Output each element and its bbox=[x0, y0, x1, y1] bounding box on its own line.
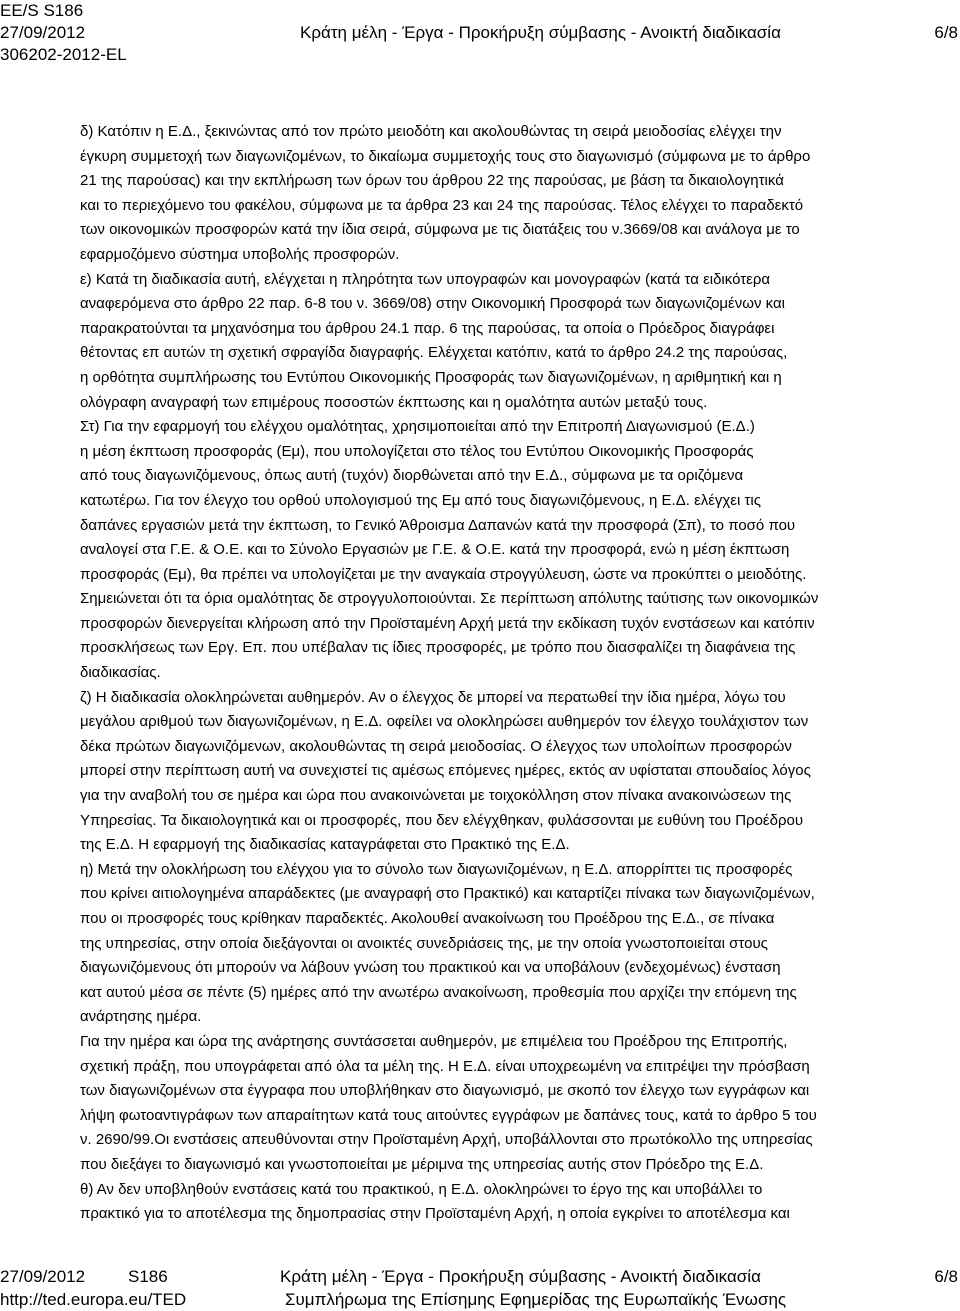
body-line: προσκλήσεως των Εργ. Επ. που υπέβαλαν τις ίδιες προσφορές, με τρόπο που διασφαλίζει τη διαφάνεια της bbox=[80, 639, 796, 657]
body-line: 21 της παρούσας) και την εκπλήρωση των όρων του άρθρου 22 της παρούσας, με βάση τα δικαιολογητικά bbox=[80, 172, 784, 190]
body-line: και το περιεχόμενο του φακέλου, σύμφωνα με τα άρθρα 23 και 24 της παρούσας. Τέλος ελέγχει το παραδεκτό bbox=[80, 196, 804, 214]
body-line: ζ) Η διαδικασία ολοκληρώνεται αυθημερόν. Αν ο έλεγχος δε μπορεί να περατωθεί την ίδια ημέρα, λόγω του bbox=[80, 688, 786, 706]
body-line: η) Μετά την ολοκλήρωση του ελέγχου για το σύνολο των διαγωνιζομένων, η Ε.Δ. απορρίπτει τις προσφορές bbox=[80, 860, 793, 878]
body-line: της Ε.Δ. Η εφαρμογή της διαδικασίας καταγράφεται στο Πρακτικό της Ε.Δ. bbox=[80, 836, 570, 854]
header-code: EE/S S186 bbox=[0, 1, 84, 20]
body-line: διαγωνιζόμενους ότι μπορούν να λάβουν γνώση του πρακτικού και να υποβάλουν (ενδεχομένως) ένσταση bbox=[80, 959, 781, 977]
body-line: ολόγραφη αναγραφή των επιμέρους ποσοστών έκπτωσης και η ομαλότητα αυτών μεταξύ τους. bbox=[80, 393, 708, 411]
body-line: της υπηρεσίας, στην οποία διεξάγονται οι ανοικτές συνεδριάσεις της, με την οποία γνωστοποιείται στους bbox=[80, 934, 768, 952]
body-line: μεγάλου αριθμού των διαγωνιζομένων, η Ε.Δ. οφείλει να ολοκληρώσει αυθημερόν τον έλεγχο τουλάχιστον των bbox=[80, 713, 809, 731]
body-line: αναφερόμενα στο άρθρο 22 παρ. 6-8 του ν. 3669/08) στην Οικονομική Προσφορά των διαγωνιζομένων και bbox=[80, 295, 785, 313]
footer-date: 27/09/2012 bbox=[0, 1267, 86, 1286]
body-line: παρακρατούνται τα μηχανόσημα του άρθρου 24.1 παρ. 6 της παρούσας, τα οποία ο Πρόεδρος διαγράφει bbox=[80, 319, 775, 337]
body-line: κατωτέρω. Για τον έλεγχο του ορθού υπολογισμού της Εμ από τους διαγωνιζόμενους, η Ε.Δ. ελέγχει τις bbox=[80, 491, 761, 509]
footer-url: http://ted.europa.eu/TED bbox=[0, 1290, 187, 1309]
body-line: θ) Αν δεν υποβληθούν ενστάσεις κατά του πρακτικού, η Ε.Δ. ολοκληρώνει το έργο της και υποβάλλει το bbox=[80, 1180, 763, 1198]
body-line: πρακτικό για το αποτέλεσμα της δημοπρασίας στην Προϊσταμένη Αρχή, η οποία εγκρίνει το αποτέλεσμα και bbox=[80, 1205, 790, 1223]
body-line: που διεξάγει το διαγωνισμό και γνωστοποιείται με μέριμνα της υπηρεσίας αυτής στον Πρόεδρο της Ε.Δ. bbox=[80, 1155, 764, 1173]
body-line: θέτοντας επ αυτών τη σχετική σφραγίδα διαγραφής. Ελέγχεται κατόπιν, κατά το άρθρο 24.2 της παρούσας, bbox=[80, 344, 788, 362]
header-date: 27/09/2012 bbox=[0, 23, 86, 42]
body-line: κατ αυτού μέσα σε πέντε (5) ημέρες από την ανωτέρω ανακοίνωση, προθεσμία που αρχίζει την επόμενη της bbox=[80, 983, 797, 1001]
body-line: λήψη φωτοαντιγράφων των απαραίτητων κατά τους αιτούντες εγγράφων με δαπάνες τους, κατά το άρθρο 5 του bbox=[80, 1106, 817, 1124]
body-line: αναλογεί στα Γ.Ε. & Ο.Ε. και το Σύνολο Εργασιών με Γ.Ε. & Ο.Ε. κατά την προσφορά, ενώ η μέση έκπτωση bbox=[80, 541, 790, 559]
body-line: Για την ημέρα και ώρα της ανάρτησης συντάσσεται αυθημερόν, με επιμέλεια του Προέδρου της Επιτροπής, bbox=[80, 1032, 788, 1050]
body-line: των οικονομικών προσφορών κατά την ίδια σειρά, σύμφωνα με τις διατάξεις του ν.3669/08 και ανάλογα με το bbox=[80, 221, 800, 239]
body-line: προσφορών διενεργείται κλήρωση από την Προϊσταμένη Αρχή μετά την εκδίκαση τυχόν ενστάσεων και κατόπιν bbox=[80, 614, 815, 632]
header-ref: 306202-2012-EL bbox=[0, 45, 127, 64]
body-line: η ορθότητα συμπλήρωσης του Εντύπου Οικονομικής Προσφοράς των διαγωνιζομένων, η αριθμητική και η bbox=[80, 368, 782, 386]
body-line: εφαρμοζόμενο σύστημα υποβολής προσφορών. bbox=[80, 245, 400, 263]
body-line: ανάρτησης ημέρα. bbox=[80, 1008, 202, 1026]
header-page: 6/8 bbox=[934, 23, 958, 42]
body-line: μπορεί στην περίπτωση αυτή να συνεχιστεί τις αμέσως επόμενες ημέρες, εκτός αν υφίσταται σπουδαίος λόγος bbox=[80, 762, 811, 780]
footer-title: Κράτη μέλη - Έργα - Προκήρυξη σύμβασης - Ανοικτή διαδικασία bbox=[280, 1267, 761, 1286]
body-line: Στ) Για την εφαρμογή του ελέγχου ομαλότητας, χρησιμοποιείται από την Επιτροπή Διαγωνισμού (Ε.Δ.) bbox=[80, 418, 755, 436]
body-line: σχετική πράξη, που υπογράφεται από όλα τα μέλη της. Η Ε.Δ. είναι υποχρεωμένη να επιτρέψει την πρόσβαση bbox=[80, 1057, 810, 1075]
footer-code: S186 bbox=[128, 1267, 168, 1286]
body-line: ε) Κατά τη διαδικασία αυτή, ελέγχεται η πληρότητα των υπογραφών και μονογραφών (κατά τα ειδικότερα bbox=[80, 270, 771, 288]
header-title: Κράτη μέλη - Έργα - Προκήρυξη σύμβασης - Ανοικτή διαδικασία bbox=[300, 23, 781, 42]
body-line: που κρίνει αιτιολογημένα απαράδεκτες (με αναγραφή στο Πρακτικό) και καταρτίζει πίνακα των διαγωνιζομένων, bbox=[80, 885, 815, 903]
body-line: που οι προσφορές τους κρίθηκαν παραδεκτές. Ακολουθεί ανακοίνωση του Προέδρου της Ε.Δ., σε πίνακα bbox=[80, 910, 775, 927]
body-line: Σημειώνεται ότι τα όρια ομαλότητας δε στρογγυλοποιούνται. Σε περίπτωση απόλυτης ταύτισης των οικονομικών bbox=[80, 590, 819, 608]
footer-subtitle: Συμπλήρωμα της Επίσημης Εφημερίδας της Ευρωπαϊκής Ένωσης bbox=[285, 1290, 787, 1309]
body-line: για την αναβολή του σε ημέρα και ώρα που ανακοινώνεται με τοιχοκόλληση στον πίνακα ανακοινώσεων της bbox=[80, 787, 792, 805]
body-line: δ) Κατόπιν η Ε.Δ., ξεκινώντας από τον πρώτο μειοδότη και ακολουθώντας τη σειρά μειοδοσίας ελέγχει την bbox=[80, 123, 782, 140]
body-line: ν. 2690/99.Οι ενστάσεις απευθύνονται στην Προϊσταμένη Αρχή, υποβάλλονται στο πρωτόκολλο της υπηρεσίας bbox=[80, 1131, 813, 1149]
body-line: προσφοράς (Εμ), θα πρέπει να υπολογίζεται με την αναγκαία στρογγύλευση, ώστε να προκύπτει ο μειοδότης. bbox=[80, 565, 807, 583]
body-line: των διαγωνιζομένων στα έγγραφα που υποβλήθηκαν στο διαγωνισμό, με σκοπό τον έλεγχο των εγγράφων και bbox=[80, 1082, 810, 1100]
body-line: δέκα πρώτων διαγωνιζόμενων, ακολουθώντας τη σειρά μειοδοσίας. Ο έλεγχος των υπολοίπων προσφορών bbox=[80, 737, 792, 755]
document-body bbox=[80, 120, 940, 1227]
body-line: έγκυρη συμμετοχή των διαγωνιζομένων, το δικαίωμα συμμετοχής τους στο διαγωνισμό (σύμφωνα με το άρθρο bbox=[80, 147, 811, 165]
body-line: δαπάνες εργασιών μετά την έκπτωση, το Γενικό Άθροισμα Δαπανών κατά την προσφορά (Σπ), το ποσό που bbox=[80, 516, 796, 534]
body-line: διαδικασίας. bbox=[80, 664, 161, 682]
body-line: η μέση έκπτωση προσφοράς (Εμ), που υπολογίζεται στο τέλος του Εντύπου Οικονομικής Προσφοράς bbox=[80, 442, 754, 460]
body-line: Υπηρεσίας. Τα δικαιολογητικά και οι προσφορές, που δεν ελέγχθηκαν, φυλάσσονται με ευθύνη του Προέδρου bbox=[80, 811, 804, 829]
body-line: από τους διαγωνιζόμενους, όπως αυτή (τυχόν) διορθώνεται από την Ε.Δ., σύμφωνα με τα οριζόμενα bbox=[80, 467, 744, 485]
footer-page: 6/8 bbox=[934, 1267, 958, 1286]
